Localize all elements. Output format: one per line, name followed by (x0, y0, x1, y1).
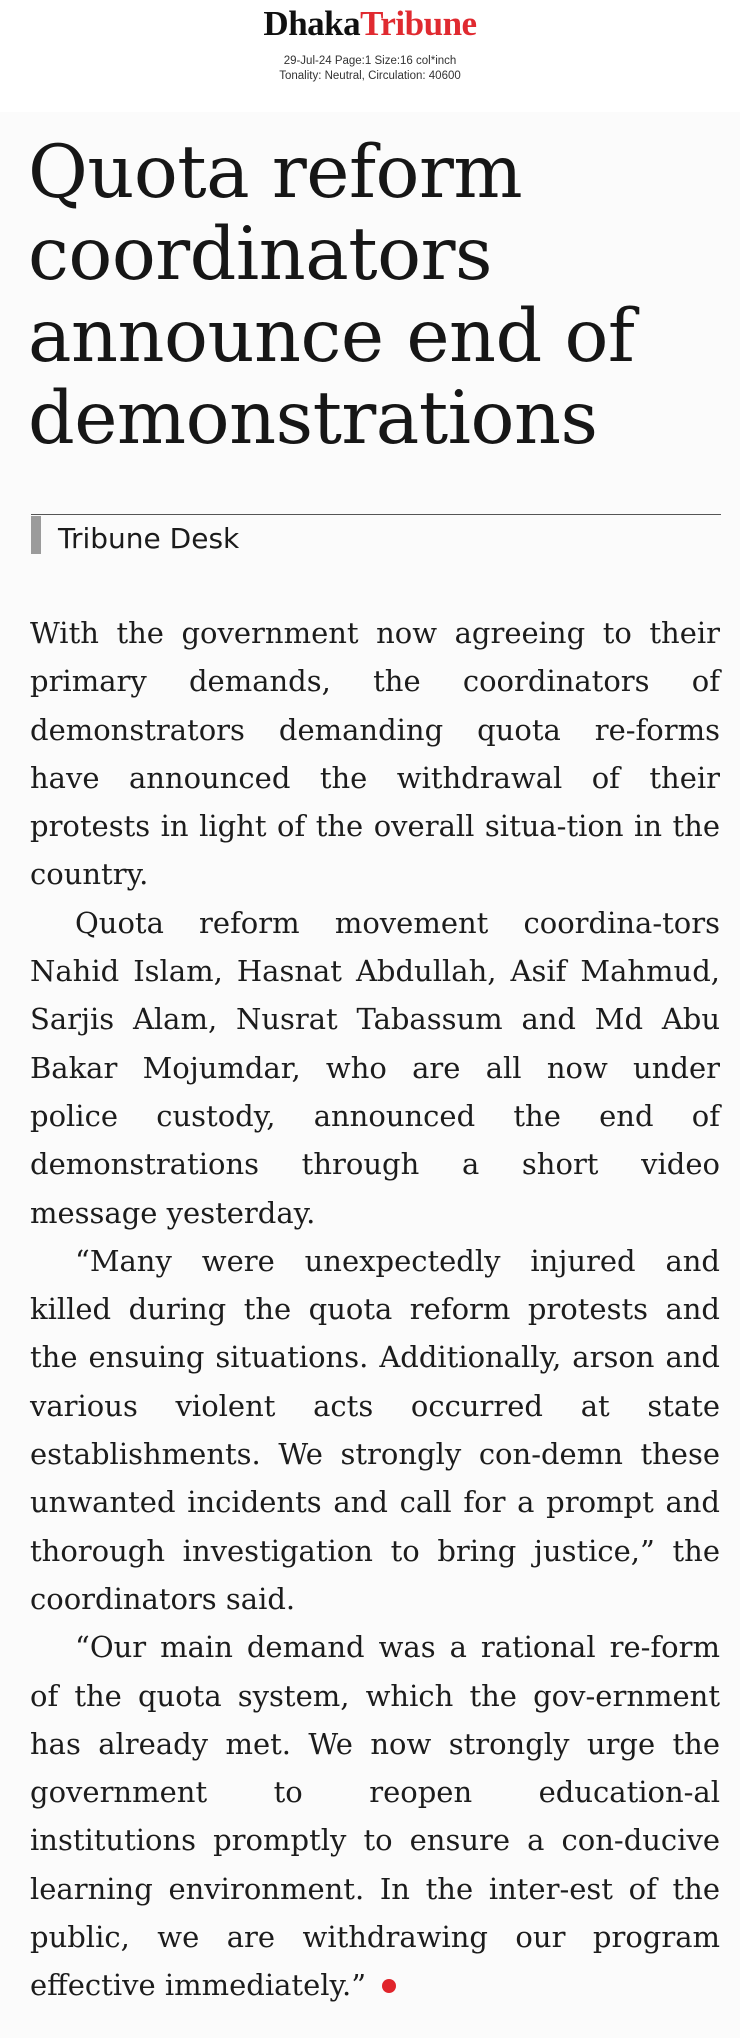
paragraph: Quota reform movement coordina-tors Nahid Islam, Hasnat Abdullah, Asif Mahmud, Sarjis Alam, Nusrat Tabassum and Md Abu Bakar Mojumdar, who are all now under police custody, announced the end of demonstrations through a short video message yesterday. (30, 905, 720, 1230)
article-body (30, 609, 720, 2010)
logo-dhaka: Dhaka (263, 4, 361, 43)
end-of-article-dot-icon (382, 1979, 396, 1993)
clipping-meta-date-size: 29-Jul-24 Page:1 Size:16 col*inch (283, 55, 457, 67)
byline-bar (31, 516, 41, 554)
article (0, 112, 740, 2038)
byline-rule (31, 514, 721, 515)
logo-tribune: Tribune (360, 4, 477, 43)
paragraph: “Many were unexpectedly injured and killed during the quota reform protests and the ensuing situations. Additionally, arson and various violent acts occurred at state establishments. We strongly con-demn these unwanted incidents and call for a prompt and thorough investigation to bring justice,” the coordinators said. (30, 1243, 720, 1616)
byline: Tribune Desk (58, 522, 240, 555)
clipping-meta-tonality-circulation: Tonality: Neutral, Circulation: 40600 (279, 70, 461, 82)
paragraph (30, 1623, 720, 2009)
paragraph: With the government now agreeing to their primary demands, the coordinators of demonstrators demanding quota re-forms have announced the withdrawal of their protests in light of the overall situa-tion in the country. (30, 616, 720, 892)
newspaper-logo (0, 4, 740, 44)
headline: Quota reform coordinators announce end of demonstrations (28, 130, 635, 461)
masthead (0, 0, 740, 112)
paragraph-text: “Our main demand was a rational re-form of the quota system, which the gov-ernment has already met. We now strongly urge the government to reopen education-al institutions promptly to ensure a con-ducive learning environment. In the inter-est of the public, we are withdrawing our program effective immediately.” (30, 1630, 720, 2003)
